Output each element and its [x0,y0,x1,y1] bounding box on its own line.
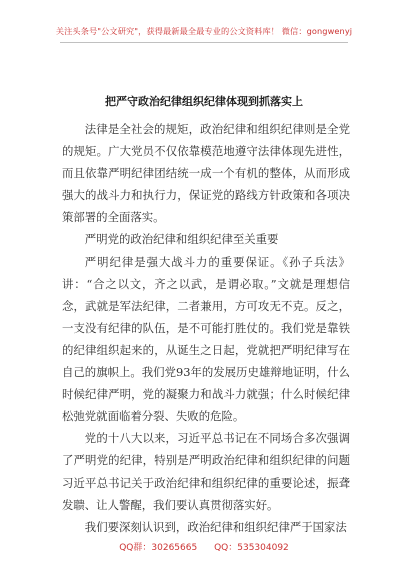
document-title: 把严守政治纪律组织纪律体现到抓落实上 [105,95,303,108]
header-promo-text: 关注头条号"公文研究"，获得最新最全最专业的公文资料库！ 微信：gongwenyj [55,26,353,36]
section-heading: 严明党的政治纪律和组织纪律至关重要 [84,232,279,247]
paragraph: 我们要深刻认识到，政治纪律和组织纪律严于国家法 [84,519,347,534]
header-divider [60,42,348,43]
footer-contact [0,540,408,553]
paragraph: 党的十八大以来，习近平总书记在不同场合多次强调了严明党的纪律，特别是严明政治纪律和组织纪律的问题习近平总书记关于政治纪律和组织纪律的重要论述，振聋发聩、让人警醒，我们要认真贯彻落实好。 [62,431,350,512]
paragraph: 严明纪律是强大战斗力的重要保证。《孙子兵法》讲：“合之以文，齐之以武，是谓必取。”文就是理想信念，武就是军法纪律，二者兼用，方可攻无不克。反之，一支没有纪律的队伍，是不可能打胜仗的。我们党是靠铁的纪律组织起来的，从诞生之日起，党就把严明纪律写在自己的旗帜上。我们党93年的发展历史雄辩地证明，什么时候纪律严明，党的凝聚力和战斗力就强；什么时候纪律松弛党就面临着分裂、失败的危险。 [62,254,350,424]
footer-qq-group: QQ群：30265665 [119,543,198,553]
document-body [62,118,350,538]
paragraph: 法律是全社会的规矩，政治纪律和组织纪律则是全党的规矩。广大党员不仅依靠模范地遵守法律体现先进性，而且依靠严明纪律团结统一成一个有机的整体，从而形成强大的战斗力和执行力，保证党的路线方针政策和各项决策部署的全面落实。 [62,122,350,225]
footer-qq: QQ：535304092 [214,543,289,553]
